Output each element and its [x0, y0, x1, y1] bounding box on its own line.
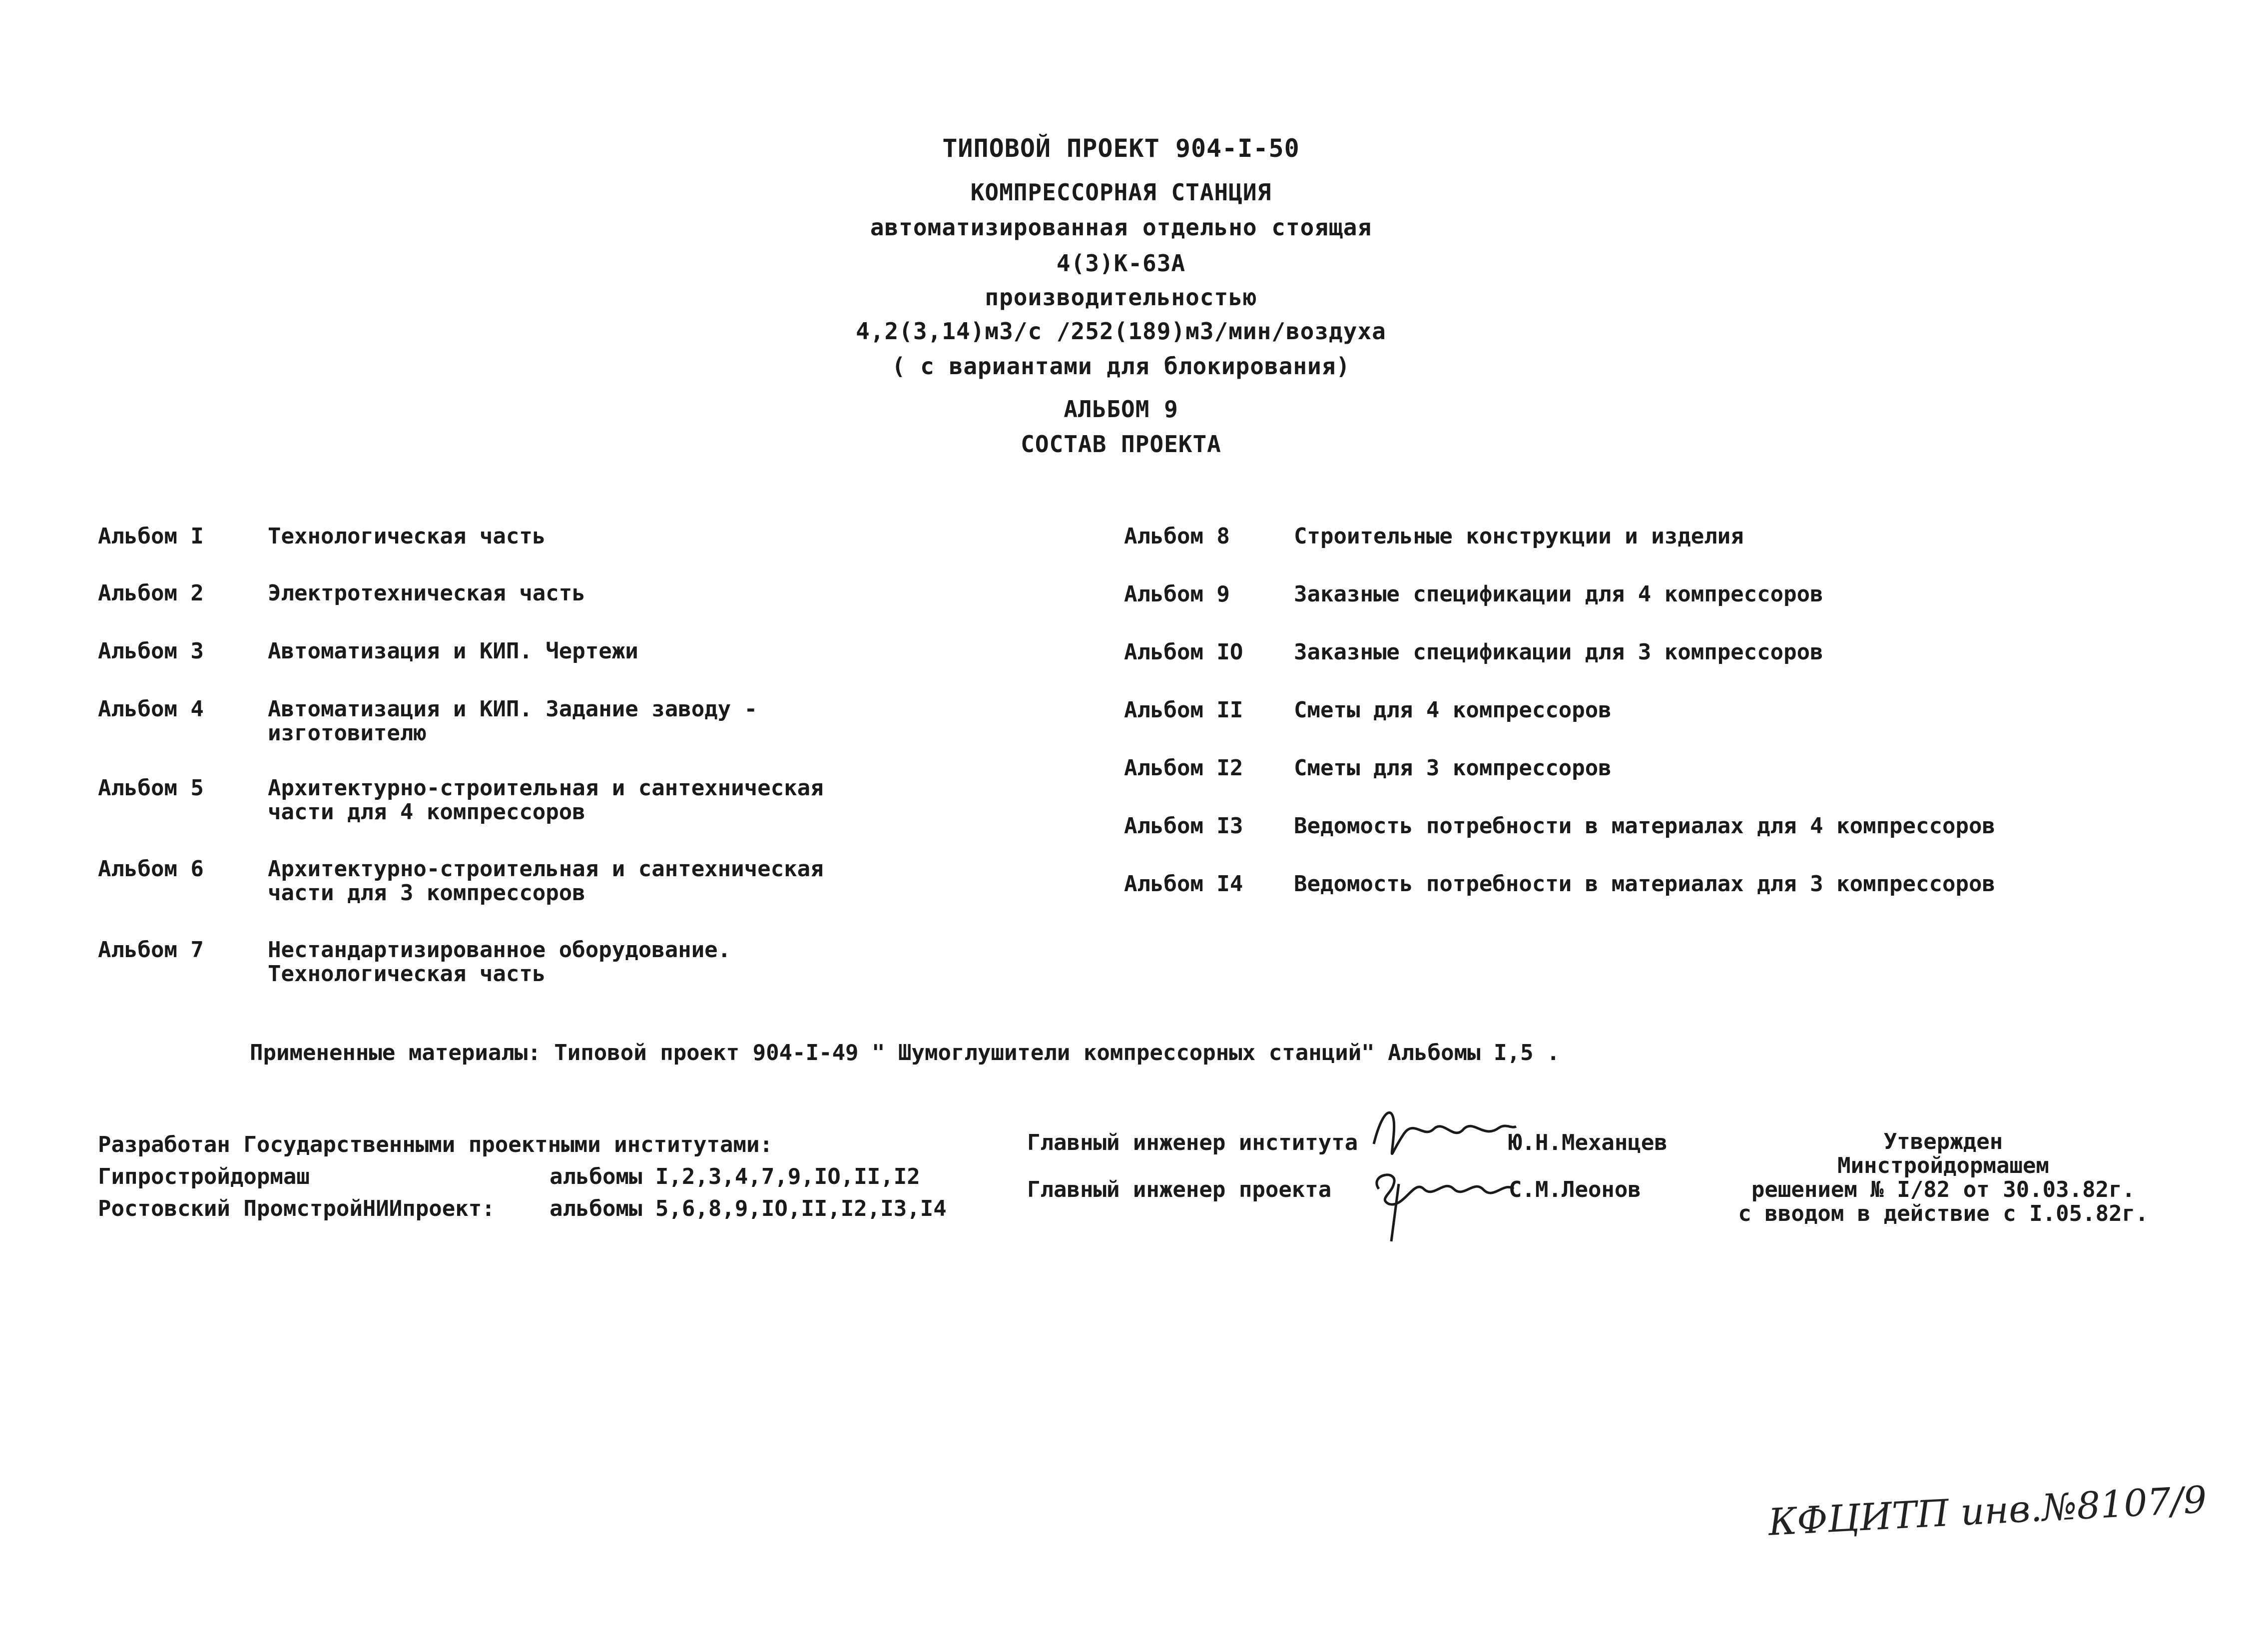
- album-label: Альбом 4: [98, 696, 204, 722]
- list-item: [98, 776, 1047, 857]
- capacity-value: 4,2(3,14)м3/с /252(189)м3/мин/воздуха: [856, 318, 1386, 345]
- album-description: Заказные спецификации для 4 компрессоров: [1294, 581, 1823, 607]
- album-label: Альбом 8: [1124, 524, 1230, 549]
- developer-org-1-albums: альбомы I,2,3,4,7,9,IO,II,I2: [550, 1164, 920, 1189]
- approval-block: [1718, 1130, 2168, 1226]
- album-description: Нестандартизированное оборудование. Технологическая часть: [268, 937, 731, 987]
- chief-engineer-project-label: Главный инженер проекта: [1027, 1177, 1332, 1202]
- album-description: Заказные спецификации для 3 компрессоров: [1294, 639, 1823, 665]
- approval-line-3: решением № I/82 от 30.03.82г.: [1751, 1177, 2136, 1202]
- station-model: 4(3)К-63А: [1056, 250, 1186, 277]
- album-description: Технологическая часть: [268, 524, 546, 549]
- list-item: [1124, 756, 2223, 814]
- developer-heading: Разработан Государственными проектными институтами:: [98, 1132, 773, 1157]
- album-number: АЛЬБОМ 9: [1064, 396, 1178, 423]
- album-label: Альбом 6: [98, 856, 204, 882]
- list-item: [98, 938, 1047, 988]
- project-title: ТИПОВОЙ ПРОЕКТ 904-I-50: [942, 134, 1300, 163]
- album-description: Сметы для 3 компрессоров: [1294, 755, 1612, 781]
- album-label: Альбом 3: [98, 638, 204, 664]
- album-list-left: [98, 525, 1047, 988]
- list-item: [98, 857, 1047, 938]
- list-item: [1124, 525, 2223, 582]
- list-item: [1124, 698, 2223, 756]
- album-label: Альбом I4: [1124, 871, 1243, 897]
- capacity-label: производительностью: [985, 284, 1257, 311]
- signature-chief-project: [1369, 1154, 1519, 1244]
- album-list-right: [1124, 525, 2223, 922]
- list-item: [98, 697, 1047, 776]
- album-label: Альбом 5: [98, 775, 204, 801]
- list-item: [1124, 640, 2223, 698]
- developer-org-2: Ростовский ПромстройНИИпроект:: [98, 1196, 495, 1221]
- developer-org-2-albums: альбомы 5,6,8,9,IO,II,I2,I3,I4: [550, 1196, 947, 1221]
- list-item: [1124, 582, 2223, 640]
- approval-line-1: Утвержден: [1883, 1129, 2003, 1154]
- album-label: Альбом 9: [1124, 581, 1230, 607]
- album-description: Архитектурно-строительная и сантехническая части для 4 компрессоров: [268, 775, 824, 825]
- album-label: Альбом I: [98, 524, 204, 549]
- album-label: Альбом 7: [98, 937, 204, 963]
- album-description: Ведомость потребности в материалах для 3 компрессоров: [1294, 871, 1995, 897]
- album-description: Ведомость потребности в материалах для 4 компрессоров: [1294, 813, 1995, 839]
- developer-org-1: Гипростройдормаш: [98, 1164, 310, 1189]
- list-item: [1124, 872, 2223, 922]
- album-label: Альбом 2: [98, 580, 204, 606]
- blocking-variants: ( с вариантами для блокирования): [891, 353, 1351, 380]
- album-label: Альбом IO: [1124, 639, 1243, 665]
- list-item: [98, 525, 1047, 581]
- station-type: автоматизированная отдельно стоящая: [870, 214, 1372, 241]
- inventory-number: КФЦИТП инв.№8107/9: [1767, 1478, 2208, 1544]
- album-label: Альбом I3: [1124, 813, 1243, 839]
- list-item: [98, 639, 1047, 697]
- album-description: Электротехническая часть: [268, 580, 585, 606]
- album-label: Альбом II: [1124, 697, 1243, 723]
- album-label: Альбом I2: [1124, 755, 1243, 781]
- album-description: Строительные конструкции и изделия: [1294, 524, 1744, 549]
- document-subject: СОСТАВ ПРОЕКТА: [1021, 431, 1221, 458]
- album-description: Сметы для 4 компрессоров: [1294, 697, 1612, 723]
- chief-engineer-project-name: С.М.Леонов: [1509, 1177, 1641, 1202]
- applied-materials: Примененные материалы: Типовой проект 904-I-49 " Шумоглушители компрессорных станций" Альбомы I,5 .: [250, 1040, 1560, 1066]
- list-item: [1124, 814, 2223, 872]
- list-item: [98, 581, 1047, 639]
- signature-chief-institute: [1369, 1099, 1519, 1159]
- album-description: Архитектурно-строительная и сантехническая части для 3 компрессоров: [268, 856, 824, 906]
- album-description: Автоматизация и КИП. Чертежи: [268, 638, 638, 664]
- approval-line-4: с вводом в действие с I.05.82г.: [1738, 1201, 2149, 1226]
- album-description: Автоматизация и КИП. Задание заводу - изготовителю: [268, 696, 758, 746]
- station-name: КОМПРЕССОРНАЯ СТАНЦИЯ: [970, 179, 1272, 206]
- approval-line-2: Минстройдормашем: [1837, 1153, 2049, 1178]
- chief-engineer-institute-label: Главный инженер института: [1027, 1130, 1358, 1155]
- chief-engineer-institute-name: Ю.Н.Механцев: [1509, 1130, 1668, 1155]
